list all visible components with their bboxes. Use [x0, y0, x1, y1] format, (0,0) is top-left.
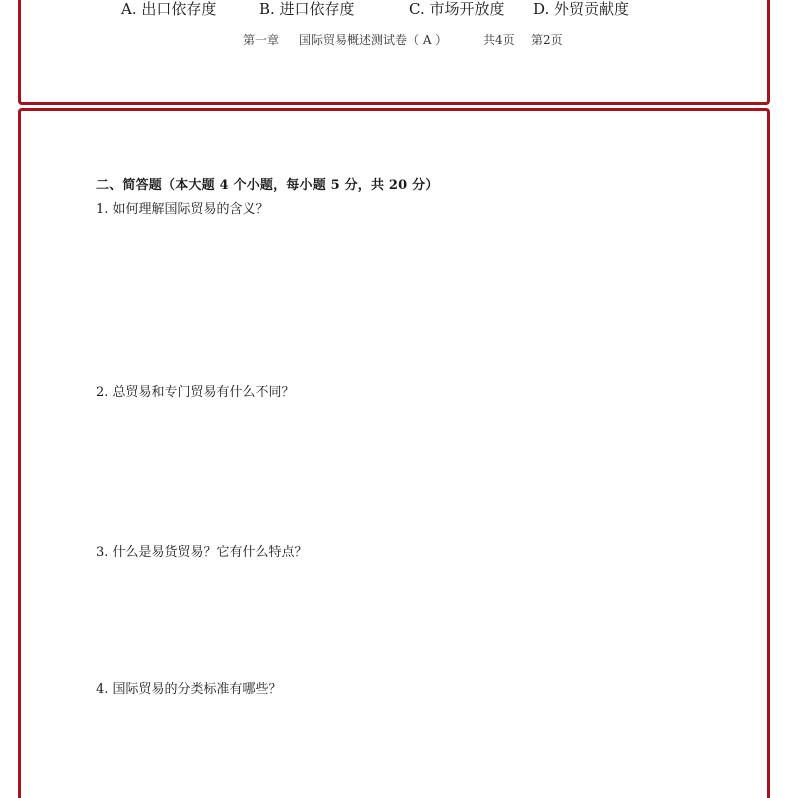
- question-1: 1. 如何理解国际贸易的含义？: [96, 202, 269, 217]
- footer-total-pages: 共4页: [483, 33, 515, 47]
- question-3: 3. 什么是易货贸易？它有什么特点？: [96, 545, 308, 560]
- page-footer: [21, 31, 767, 51]
- answer-options: [21, 0, 767, 24]
- footer-page-number: 第2页: [531, 33, 563, 47]
- section-heading: 二、简答题（本大题 4 个小题，每小题 5 分，共 20 分）: [96, 178, 439, 193]
- question-2: 2. 总贸易和专门贸易有什么不同？: [96, 385, 295, 400]
- option-c: C. 市场开放度: [409, 0, 505, 18]
- option-b: B. 进口依存度: [259, 0, 355, 18]
- option-d: D. 外贸贡献度: [533, 0, 630, 18]
- question-4: 4. 国际贸易的分类标准有哪些？: [96, 682, 282, 697]
- previous-page-panel: [18, 0, 770, 105]
- footer-chapter: 第一章: [243, 33, 280, 47]
- current-page-panel: [18, 108, 770, 798]
- footer-title: 国际贸易概述测试卷（ A ）: [299, 33, 448, 47]
- option-a: A. 出口依存度: [121, 0, 217, 18]
